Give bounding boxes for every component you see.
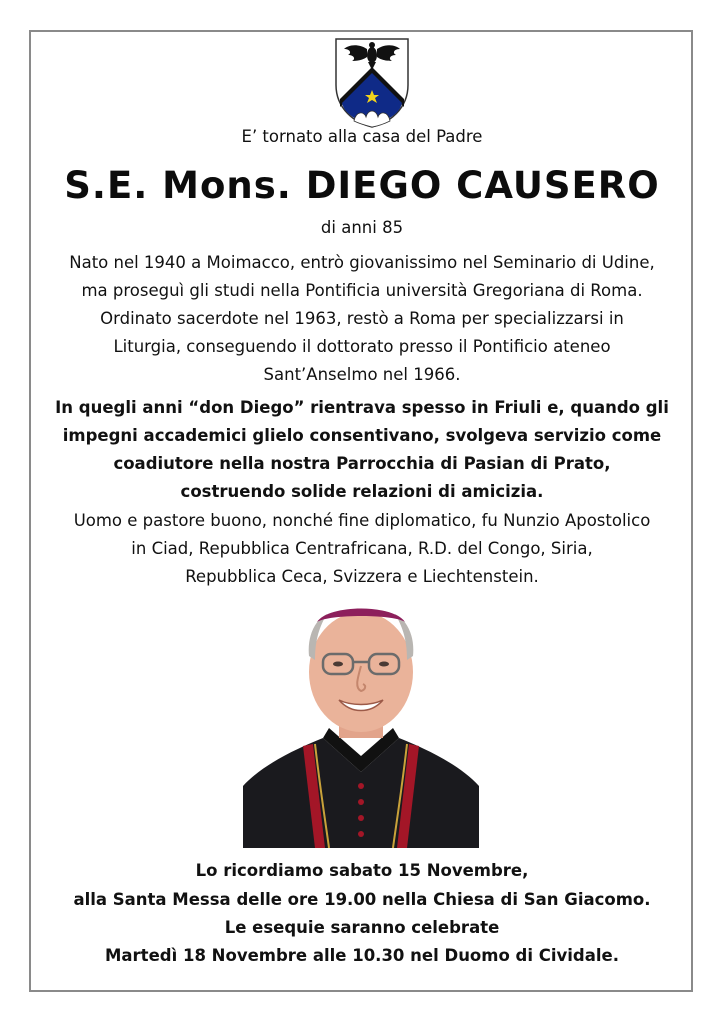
biography-line: Liturgia, conseguendo il dottorato presso il Pontificio ateneo	[113, 337, 611, 356]
diplomacy-line: in Ciad, Repubblica Centrafricana, R.D. del Congo, Siria,	[131, 539, 593, 558]
ceremony-line: Le esequie saranno celebrate	[224, 918, 500, 937]
deceased-name: S.E. Mons. DIEGO CAUSERO	[64, 164, 660, 207]
parish-note-line: impegni accademici glielo consentivano, svolgeva servizio come	[62, 426, 662, 445]
biography-line: Nato nel 1940 a Moimacco, entrò giovanissimo nel Seminario di Udine,	[69, 253, 655, 272]
intro-text: E’ tornato alla casa del Padre	[241, 127, 483, 146]
biography-line: ma proseguì gli studi nella Pontificia università Gregoriana di Roma.	[81, 281, 643, 300]
parish-note-line: coadiutore nella nostra Parrocchia di Pasian di Prato,	[113, 454, 611, 473]
ceremony-line: Martedì 18 Novembre alle 10.30 nel Duomo di Cividale.	[104, 946, 619, 965]
age-text: di anni 85	[320, 218, 404, 237]
ceremony-line: alla Santa Messa delle ore 19.00 nella Chiesa di San Giacomo.	[73, 890, 651, 909]
parish-note-line: costruendo solide relazioni di amicizia.	[180, 482, 544, 501]
diplomacy-line: Uomo e pastore buono, nonché fine diplomatico, fu Nunzio Apostolico	[73, 511, 651, 530]
biography-line: Sant’Anselmo nel 1966.	[263, 365, 461, 384]
biography-line: Ordinato sacerdote nel 1963, restò a Roma per specializzarsi in	[100, 309, 624, 328]
ceremony-line: Lo ricordiamo sabato 15 Novembre,	[195, 861, 529, 880]
coat-of-arms-icon	[334, 37, 410, 129]
parish-note-line: In quegli anni “don Diego” rientrava spesso in Friuli e, quando gli	[55, 398, 669, 417]
portrait-photo	[243, 596, 479, 848]
diplomacy-line: Repubblica Ceca, Svizzera e Liechtenstein.	[185, 567, 539, 586]
